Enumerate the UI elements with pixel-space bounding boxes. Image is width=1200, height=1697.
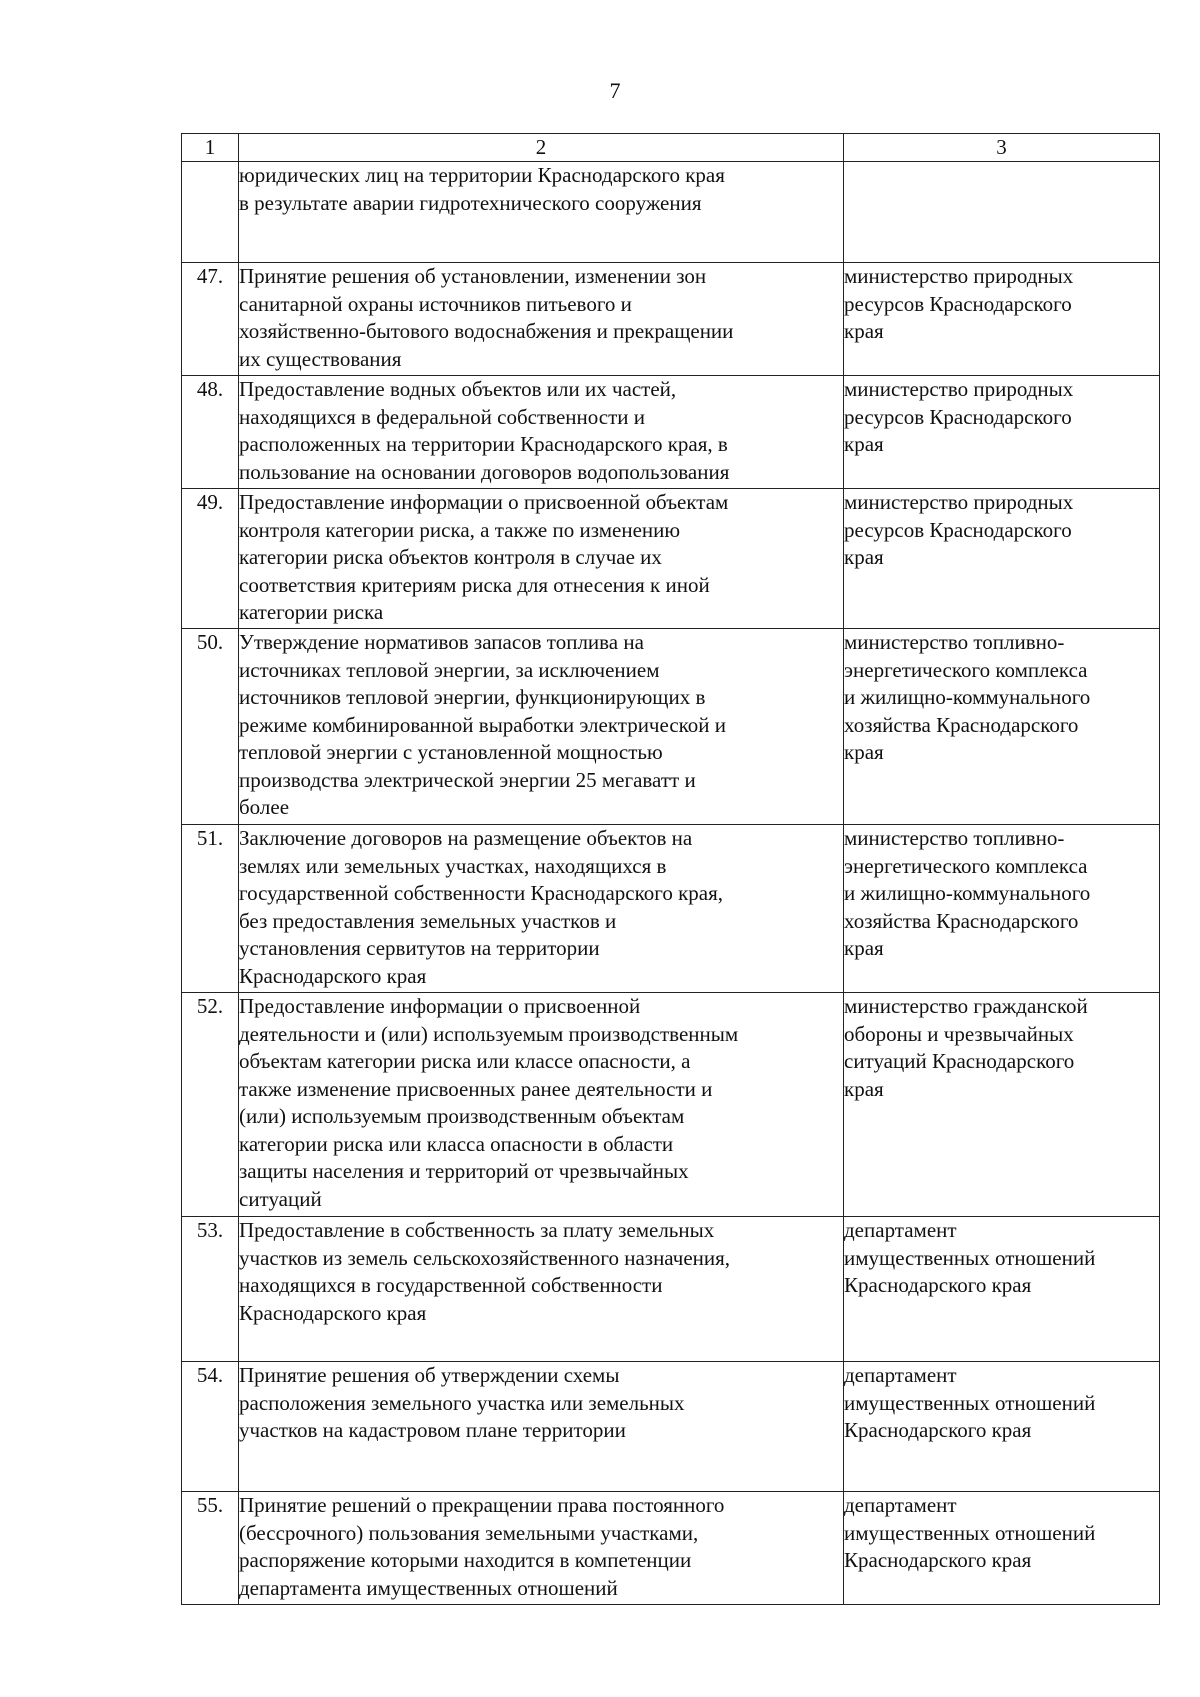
table-row [182,1362,1160,1492]
row-description [239,1217,844,1362]
header-col-2: 2 [239,134,844,162]
table-row [182,1217,1160,1362]
row-number: 55. [182,1492,239,1605]
table-row [182,162,1160,263]
row-authority [844,376,1160,489]
row-description-text: Принятие решения об установлении, изменении зон санитарной охраны источников питьевого и хозяйственно-бытового водоснабжения и прекращении их существования [239,264,734,371]
row-description-text: Утверждение нормативов запасов топлива на источниках тепловой энергии, за исключением источников тепловой энергии, функционирующих в режиме комбинированной выработки электрической и тепловой энергии с установленной мощностью производства электрической энергии 25 мегаватт и более [239,630,727,819]
row-authority-text: министерство природных ресурсов Краснодарского края [844,377,1074,456]
row-description-text: Предоставление информации о присвоенной деятельности и (или) используемым производственным объектам категории риска или классе опасности, а также изменение присвоенных ранее деятельности и (или) используемым производственным объектам категории риска или класса опасности в области защиты населения и территорий от чрезвычайных ситуаций [239,994,739,1211]
row-number: 52. [182,993,239,1217]
row-authority [844,825,1160,993]
row-description-text: Предоставление водных объектов или их частей, находящихся в федеральной собственности и расположенных на территории Краснодарского края, в пользование на основании договоров водопользования [239,377,730,484]
header-col-1: 1 [182,134,239,162]
header-col-3: 3 [844,134,1160,162]
row-authority-text: министерство природных ресурсов Краснодарского края [844,264,1074,343]
row-number: 54. [182,1362,239,1492]
row-number [182,162,239,263]
row-number: 51. [182,825,239,993]
row-description-text: Принятие решения об утверждении схемы расположения земельного участка или земельных участков на кадастровом плане территории [239,1363,685,1442]
row-authority [844,993,1160,1217]
row-authority [844,489,1160,629]
row-number: 48. [182,376,239,489]
table-row [182,993,1160,1217]
table-header-row [182,134,1160,162]
row-description [239,629,844,825]
table-row [182,1492,1160,1605]
row-description [239,162,844,263]
row-number: 47. [182,263,239,376]
row-number: 50. [182,629,239,825]
row-number: 49. [182,489,239,629]
row-description-text: юридических лиц на территории Краснодарского края в результате аварии гидротехнического сооружения [239,163,725,215]
page-number: 7 [609,78,621,103]
table-row [182,489,1160,629]
row-description [239,825,844,993]
row-authority-text: департамент имущественных отношений Краснодарского края [844,1363,1096,1442]
row-authority [844,162,1160,263]
table-row [182,825,1160,993]
services-table [181,133,1160,1605]
row-number: 53. [182,1217,239,1362]
row-authority-text: министерство гражданской обороны и чрезвычайных ситуаций Краснодарского края [844,994,1088,1101]
row-description [239,376,844,489]
row-description-text: Принятие решений о прекращении права постоянного (бессрочного) пользования земельными участками, распоряжение которыми находится в компетенции департамента имущественных отношений [239,1493,725,1600]
table-row [182,376,1160,489]
table-row [182,263,1160,376]
row-authority-text: министерство природных ресурсов Краснодарского края [844,490,1074,569]
row-description-text: Предоставление в собственность за плату земельных участков из земель сельскохозяйственного назначения, находящихся в государственной собственности Краснодарского края [239,1218,731,1325]
row-authority [844,1217,1160,1362]
row-authority-text: департамент имущественных отношений Краснодарского края [844,1218,1096,1297]
row-authority [844,263,1160,376]
row-description [239,1362,844,1492]
row-description [239,263,844,376]
row-description [239,993,844,1217]
table-row [182,629,1160,825]
row-authority [844,1492,1160,1605]
row-description [239,489,844,629]
row-authority-text: министерство топливно- энергетического комплекса и жилищно-коммунального хозяйства Краснодарского края [844,630,1091,764]
row-authority [844,1362,1160,1492]
row-description [239,1492,844,1605]
row-description-text: Предоставление информации о присвоенной объектам контроля категории риска, а также по изменению категории риска объектов контроля в случае их соответствия критериям риска для отнесения к иной категории риска [239,490,729,624]
row-authority-text: департамент имущественных отношений Краснодарского края [844,1493,1096,1572]
row-description-text: Заключение договоров на размещение объектов на землях или земельных участках, находящихся в государственной собственности Краснодарского края, без предоставления земельных участков и установления сервитутов на территории Краснодарского края [239,826,724,988]
row-authority [844,629,1160,825]
row-authority-text: министерство топливно- энергетического комплекса и жилищно-коммунального хозяйства Краснодарского края [844,826,1091,960]
